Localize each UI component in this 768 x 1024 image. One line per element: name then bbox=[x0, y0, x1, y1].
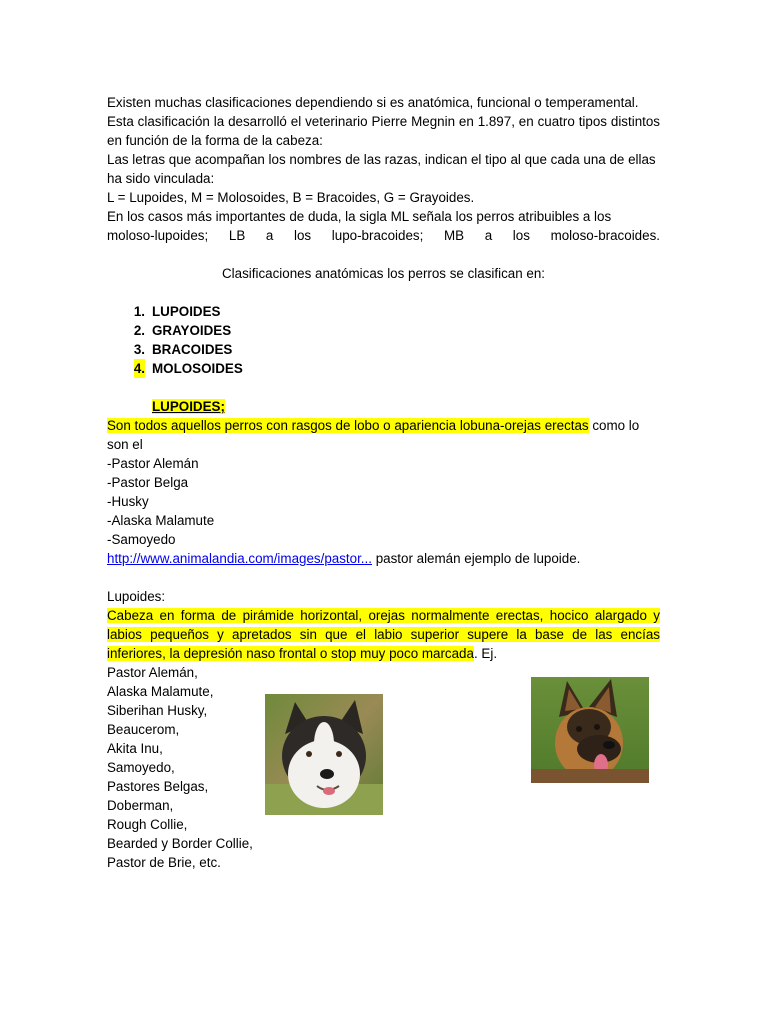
list-item: Rough Collie, bbox=[107, 817, 188, 832]
lupoides-detail-highlight: Cabeza en forma de pirámide horizontal, orejas normalmente erectas, hocico alargado y labios pequeños y apretados sin que el labio superior supere la base de las encías inferiores, la depresión naso frontal o stop muy poco marcada bbox=[107, 608, 660, 661]
list-item: Beaucerom, bbox=[107, 722, 180, 737]
list-item: -Samoyedo bbox=[107, 532, 176, 547]
husky-photo bbox=[265, 694, 383, 815]
intro-paragraph-5a: En los casos más importantes de duda, la sigla ML señala los perros atribuibles a los bbox=[107, 209, 612, 224]
list-item bbox=[133, 321, 660, 340]
list-number-highlighted: 4. bbox=[133, 361, 145, 376]
list-item: Pastor de Brie, etc. bbox=[107, 855, 221, 870]
german-shepherd-photo bbox=[531, 677, 649, 783]
list-label: BRACOIDES bbox=[152, 342, 233, 357]
list-item: -Pastor Alemán bbox=[107, 456, 199, 471]
intro-line-4: L = Lupoides, M = Molosoides, B = Bracoides, G = Grayoides. bbox=[107, 190, 475, 205]
animalandia-link[interactable]: http://www.animalandia.com/images/pastor... bbox=[107, 551, 372, 566]
link-caption: pastor alemán ejemplo de lupoide. bbox=[371, 551, 581, 566]
list-item: -Alaska Malamute bbox=[107, 513, 215, 528]
lupoides-title-text: LUPOIDES; bbox=[152, 399, 225, 414]
list-item bbox=[133, 359, 660, 378]
intro-paragraph-5b: moloso-lupoides; LB a los lupo-bracoides; MB a los moloso-bracoides. bbox=[107, 228, 660, 243]
lupoides-link-line bbox=[107, 549, 660, 568]
list-item: Bearded y Border Collie, bbox=[107, 836, 253, 851]
lupoides-description-rest: como lo son el bbox=[107, 418, 640, 452]
list-number: 1. bbox=[133, 304, 145, 319]
list-item: -Husky bbox=[107, 494, 149, 509]
spacer bbox=[107, 568, 660, 587]
list-item bbox=[133, 340, 660, 359]
list-number: 2. bbox=[133, 323, 145, 338]
lupoides-description-highlight: Son todos aquellos perros con rasgos de lobo o apariencia lobuna-orejas erectas bbox=[107, 418, 589, 433]
intro-line-1: Existen muchas clasificaciones dependiendo si es anatómica, funcional o temperamental. bbox=[107, 95, 639, 110]
list-number: 3. bbox=[133, 342, 145, 357]
list-item: Alaska Malamute, bbox=[107, 684, 214, 699]
list-item: Samoyedo, bbox=[107, 760, 175, 775]
spacer bbox=[107, 378, 660, 397]
spacer bbox=[107, 283, 660, 302]
lupoides-detail-heading: Lupoides: bbox=[107, 589, 166, 604]
list-label: LUPOIDES bbox=[152, 304, 221, 319]
lupoides-description bbox=[107, 416, 660, 454]
list-item: Pastores Belgas, bbox=[107, 779, 209, 794]
list-item: -Pastor Belga bbox=[107, 475, 189, 490]
lupoides-detail-rest: . Ej. bbox=[473, 646, 498, 661]
lupoides-detail-description bbox=[107, 606, 660, 663]
intro-paragraph-2: Esta clasificación la desarrolló el veterinario Pierre Megnin en 1.897, en cuatro tipos distintos en función de la forma de la cabeza: bbox=[107, 114, 660, 148]
lupoides-examples bbox=[107, 454, 660, 549]
intro-paragraph-3: Las letras que acompañan los nombres de las razas, indican el tipo al que cada una de ellas ha sido vinculada: bbox=[107, 152, 656, 186]
classification-heading: Clasificaciones anatómicas los perros se clasifican en: bbox=[221, 266, 545, 281]
classification-list bbox=[107, 302, 660, 378]
list-label: MOLOSOIDES bbox=[152, 361, 243, 376]
list-item: Akita Inu, bbox=[107, 741, 163, 756]
list-item bbox=[133, 302, 660, 321]
list-item: Doberman, bbox=[107, 798, 174, 813]
list-label: GRAYOIDES bbox=[152, 323, 232, 338]
lupoides-title bbox=[107, 397, 660, 416]
list-item: Pastor Alemán, bbox=[107, 665, 198, 680]
spacer bbox=[107, 245, 660, 264]
list-item: Siberihan Husky, bbox=[107, 703, 208, 718]
